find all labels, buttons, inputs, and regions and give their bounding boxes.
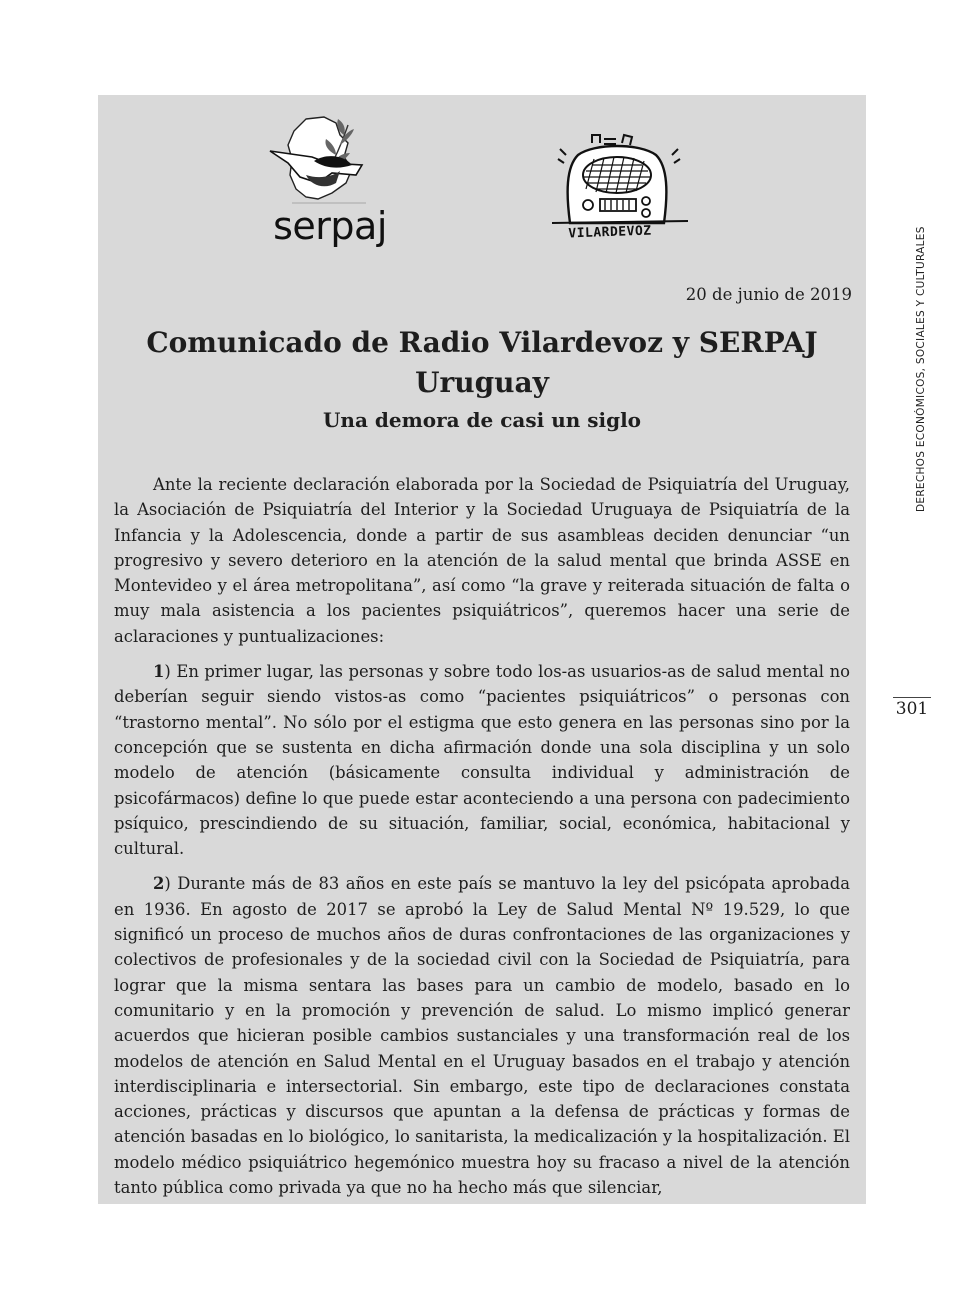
document-body	[114, 472, 850, 1204]
paragraph-number: 1	[153, 662, 165, 682]
intro-paragraph: Ante la reciente declaración elaborada por la Sociedad de Psiquiatría del Uruguay, la Asociación de Psiquiatría del Interior y la Sociedad Uruguaya de Psiquiatría de la Infancia y la Adolescencia, donde a partir de sus asambleas deciden denunciar “un progresivo y severo deterioro en la atención de la salud mental que brinda ASSE en Montevideo y el área metropolitana”, así como “la grave y reiterada situación de falta o muy mala asistencia a los pacientes psiquiátricos”, queremos hacer una serie de aclaraciones y puntualizaciones:	[114, 475, 850, 646]
serpaj-wordmark: serpaj	[273, 204, 387, 248]
paragraph-text: Durante más de 83 años en este país se mantuvo la ley del psicópata aprobada en 1936. En agosto de 2017 se aprobó la Ley de Salud Mental Nº 19.529, lo que significó un proceso de muchos años de duras confrontaciones de las organizaciones y colectivos de profesionales y de la sociedad civil con la Sociedad de Psiquiatría, para lograr que la misma sentara las bases para un cambio de modelo, basado en lo comunitario y en la promoción y prevención de salud. Lo mismo implicó generar acuerdos que hicieran posible cambios sustanciales y una transformación real de los modelos de atención en Salud Mental en el Uruguay basados en el trabajo y atención interdisciplinaria e intersectorial. Sin embargo, este tipo de declaraciones constata acciones, prácticas y discursos que apuntan a la defensa de prácticas y formas de atención basadas en lo biológico, lo sanitarista, la medicalización y la hospitalización. El modelo médico psiquiátrico hegemónico muestra hoy su fracaso a nivel de la atención tanto pública como privada ya que no ha hecho más que silenciar,	[114, 874, 850, 1198]
numbered-paragraph: 1) En primer lugar, las personas y sobre todo los-as usuarios-as de salud mental no deberían seguir siendo vistos-as como “pacientes psiquiátricos” o personas con “trastorno mental”. No sólo por el estigma que esto genera en las personas sino por la concepción que se sustenta en dicha afirmación donde una sola disciplina y un solo modelo de atención (básicamente consulta individual y administración de psicofármacos) define lo que puede estar aconteciendo a una persona con padecimiento psíquico, prescindiendo de su situación, familiar, social, económica, habitacional y cultural.	[114, 662, 850, 859]
paragraph-text: En primer lugar, las personas y sobre todo los-as usuarios-as de salud mental no deberían seguir siendo vistos-as como “pacientes psiquiátricos” o personas con “trastorno mental”. No sólo por el estigma que esto genera en las personas sino por la concepción que se sustenta en dicha afirmación donde una sola disciplina y un solo modelo de atención (básicamente consulta individual y administración de psicofármacos) define lo que puede estar aconteciendo a una persona con padecimiento psíquico, prescindiendo de su situación, familiar, social, económica, habitacional y cultural.	[114, 662, 850, 859]
paragraph-number: 2	[153, 874, 165, 894]
vilardevoz-wordmark: VILARDEVOZ	[568, 223, 652, 242]
section-side-label: DERECHOS ECONÓMICOS, SOCIALES Y CULTURALES	[915, 226, 927, 512]
page-number: 301	[895, 699, 929, 719]
radio-icon	[542, 133, 696, 229]
page-number-rule	[893, 697, 931, 698]
document-subtitle: Una demora de casi un siglo	[322, 408, 642, 432]
vilardevoz-logo	[542, 133, 696, 251]
numbered-paragraph: 2) Durante más de 83 años en este país se mantuvo la ley del psicópata aprobada en 1936. En agosto de 2017 se aprobó la Ley de Salud Mental Nº 19.529, lo que significó un proceso de muchos años de duras confrontaciones de las organizaciones y colectivos de profesionales y de la sociedad civil con la Sociedad de Psiquiatría, para lograr que la misma sentara las bases para un cambio de modelo, basado en lo comunitario y en la promoción y prevención de salud. Lo mismo implicó generar acuerdos que hicieran posible cambios sustanciales y una transformación real de los modelos de atención en Salud Mental en el Uruguay basados en el trabajo y atención interdisciplinaria e intersectorial. Sin embargo, este tipo de declaraciones constata acciones, prácticas y discursos que apuntan a la defensa de prácticas y formas de atención basadas en lo biológico, lo sanitarista, la medicalización y la hospitalización. El modelo médico psiquiátrico hegemónico muestra hoy su fracaso a nivel de la atención tanto pública como privada ya que no ha hecho más que silenciar,	[114, 874, 850, 1198]
serpaj-logo	[266, 113, 394, 253]
serpaj-map-hands-icon	[266, 113, 394, 209]
document-title: Comunicado de Radio Vilardevoz y SERPAJ Uruguay	[146, 326, 818, 399]
document-date: 20 de junio de 2019	[685, 285, 852, 304]
document-panel	[98, 95, 866, 1204]
